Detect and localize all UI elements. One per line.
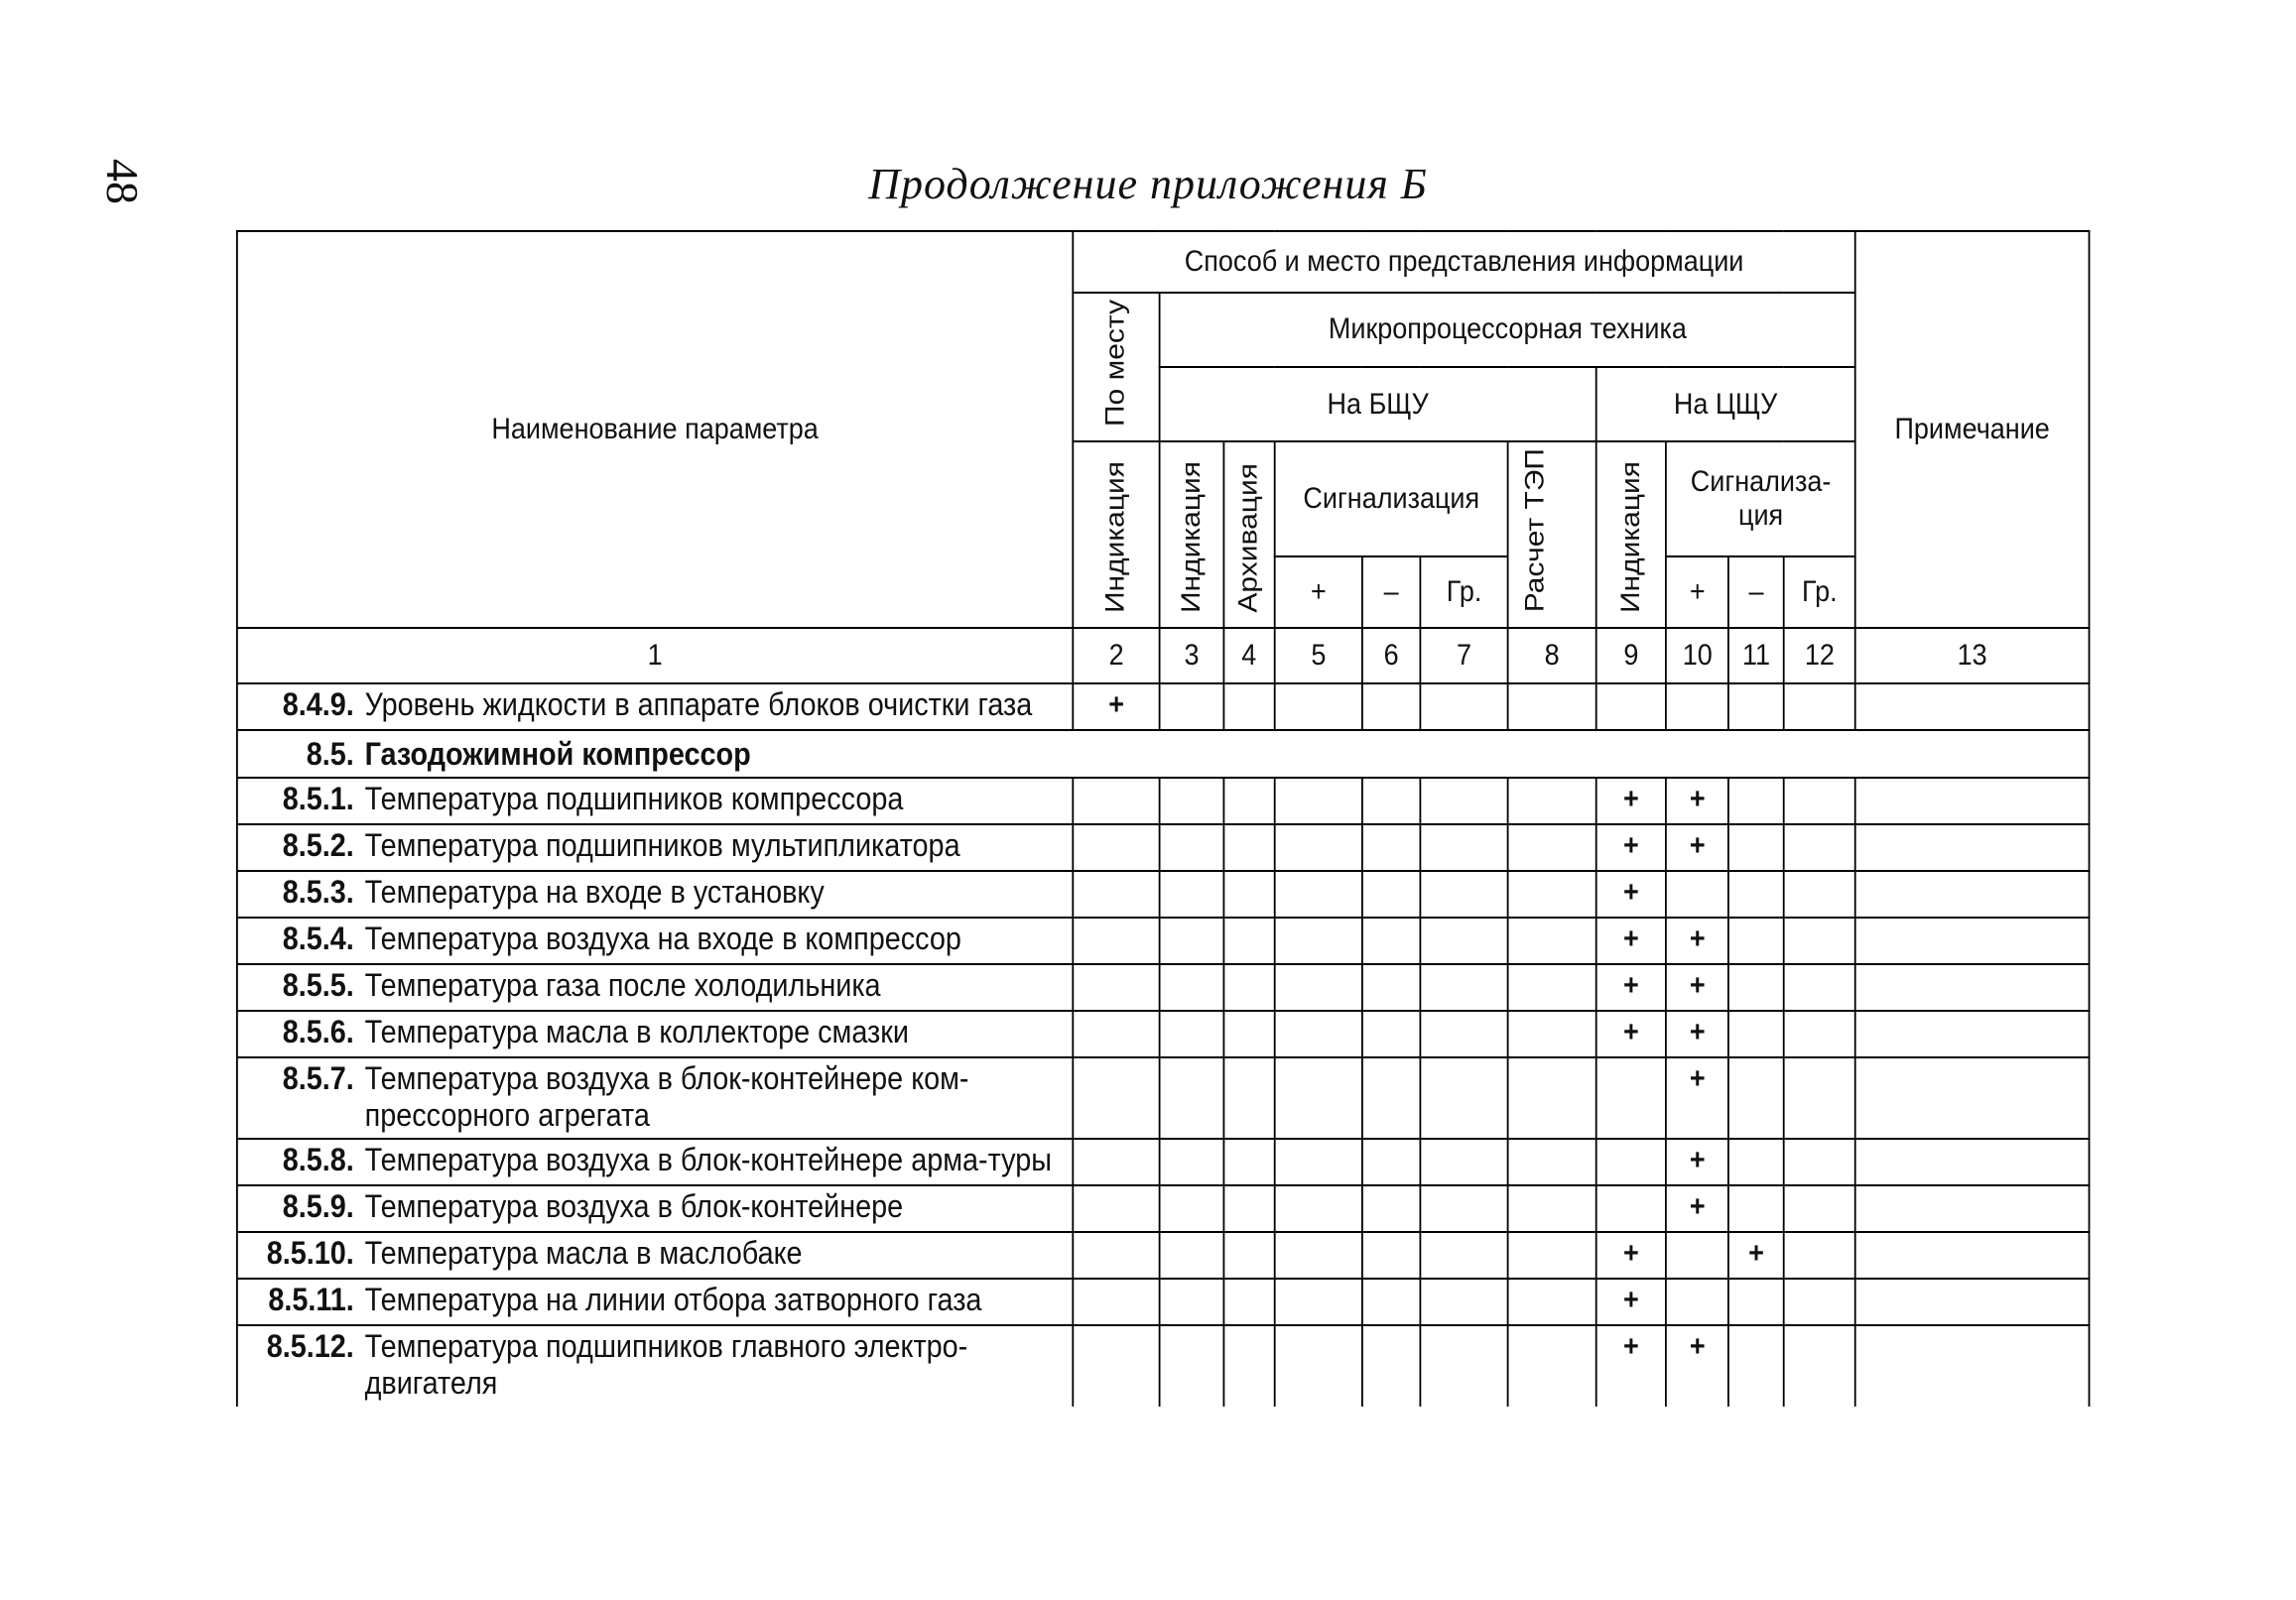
- mark-cell: [1784, 1325, 1855, 1407]
- mark-cell: [1666, 1279, 1728, 1325]
- mark-cell: [1223, 1011, 1275, 1057]
- mark-cell: +: [1666, 964, 1728, 1011]
- mark-cell: [1362, 964, 1420, 1011]
- parameter-name: [237, 918, 1073, 964]
- mark-cell: [1728, 918, 1784, 964]
- mark-cell: [1508, 1011, 1595, 1057]
- mark-cell: [1275, 683, 1362, 730]
- mark-cell: [1223, 1139, 1275, 1185]
- table-row: [237, 778, 2090, 824]
- mark-cell: [1073, 824, 1160, 871]
- mark-cell: +: [1728, 1232, 1784, 1279]
- mark-cell: [1728, 1279, 1784, 1325]
- mark-cell: +: [1666, 778, 1728, 824]
- header-signaling-bshu: Сигнализация: [1275, 441, 1508, 556]
- mark-cell: [1275, 918, 1362, 964]
- table-row: [237, 1139, 2090, 1185]
- column-number: 1: [237, 628, 1073, 683]
- mark-cell: [1728, 964, 1784, 1011]
- mark-cell: [1362, 683, 1420, 730]
- mark-cell: [1784, 824, 1855, 871]
- mark-cell: +: [1595, 1325, 1666, 1407]
- section-row: [237, 730, 2090, 778]
- parameter-name: [237, 1057, 1073, 1139]
- header-indication-bshu: Индикация: [1160, 441, 1223, 628]
- column-number: 6: [1362, 628, 1420, 683]
- mark-cell: [1275, 871, 1362, 918]
- mark-cell: [1073, 1011, 1160, 1057]
- mark-cell: [1160, 1011, 1223, 1057]
- mark-cell: [1666, 1232, 1728, 1279]
- page-title: Продолжение приложения Б: [868, 160, 1428, 208]
- mark-cell: [1223, 918, 1275, 964]
- mark-cell: [1508, 1185, 1595, 1232]
- mark-cell: +: [1595, 964, 1666, 1011]
- column-number: 11: [1728, 628, 1784, 683]
- mark-cell: [1223, 1185, 1275, 1232]
- mark-cell: [1275, 1139, 1362, 1185]
- mark-cell: [1420, 918, 1508, 964]
- parameter-number: 8.5.1.: [282, 781, 354, 817]
- mark-cell: [1160, 1057, 1223, 1139]
- mark-cell: [1362, 1057, 1420, 1139]
- parameter-name: [237, 964, 1073, 1011]
- header-na-bshu: На БЩУ: [1160, 367, 1595, 441]
- mark-cell: [1160, 683, 1223, 730]
- mark-cell: [1073, 778, 1160, 824]
- mark-cell: [1855, 964, 2090, 1011]
- mark-cell: [1508, 1279, 1595, 1325]
- table-row: [237, 824, 2090, 871]
- mark-cell: [1855, 871, 2090, 918]
- parameters-table-wrap: [236, 230, 2296, 1407]
- mark-cell: [1275, 1057, 1362, 1139]
- column-number: 13: [1855, 628, 2090, 683]
- mark-cell: +: [1595, 1011, 1666, 1057]
- mark-cell: [1362, 778, 1420, 824]
- mark-cell: [1728, 778, 1784, 824]
- mark-cell: +: [1595, 1279, 1666, 1325]
- header-signaling-tsshu: Сигнализа-ция: [1666, 441, 1854, 556]
- parameter-name: [237, 1325, 1073, 1407]
- mark-cell: [1275, 964, 1362, 1011]
- mark-cell: [1595, 1185, 1666, 1232]
- parameter-name: [237, 1185, 1073, 1232]
- mark-cell: [1728, 1011, 1784, 1057]
- table-row: [237, 1279, 2090, 1325]
- column-number: 12: [1784, 628, 1855, 683]
- mark-cell: +: [1595, 824, 1666, 871]
- mark-cell: [1855, 778, 2090, 824]
- mark-cell: +: [1595, 1232, 1666, 1279]
- mark-cell: [1728, 1057, 1784, 1139]
- mark-cell: [1420, 871, 1508, 918]
- parameter-name: [237, 683, 1073, 730]
- mark-cell: [1073, 1139, 1160, 1185]
- mark-cell: [1595, 683, 1666, 730]
- mark-cell: [1073, 1325, 1160, 1407]
- mark-cell: [1275, 1325, 1362, 1407]
- mark-cell: [1855, 1011, 2090, 1057]
- header-microprocessor: Микропроцессорная техника: [1160, 293, 1855, 367]
- mark-cell: [1073, 1279, 1160, 1325]
- mark-cell: [1362, 1185, 1420, 1232]
- mark-cell: [1784, 1057, 1855, 1139]
- column-number-row: [237, 628, 2090, 683]
- header-gr-bshu: Гр.: [1420, 556, 1508, 628]
- mark-cell: [1784, 1279, 1855, 1325]
- parameter-number: 8.5.5.: [282, 967, 354, 1004]
- mark-cell: [1784, 964, 1855, 1011]
- mark-cell: [1420, 824, 1508, 871]
- parameter-text: Температура воздуха в блок-контейнере ком-прессорного агрегата: [364, 1060, 969, 1133]
- mark-cell: [1275, 1185, 1362, 1232]
- parameter-name: [237, 1011, 1073, 1057]
- mark-cell: [1420, 1057, 1508, 1139]
- parameter-text: Температура на линии отбора затворного газа: [364, 1282, 982, 1318]
- header-param-name: Наименование параметра: [237, 231, 1073, 628]
- mark-cell: [1508, 1139, 1595, 1185]
- mark-cell: [1362, 1011, 1420, 1057]
- table-row: [237, 1057, 2090, 1139]
- mark-cell: [1223, 871, 1275, 918]
- mark-cell: [1223, 824, 1275, 871]
- mark-cell: [1420, 1185, 1508, 1232]
- table-row: [237, 1185, 2090, 1232]
- mark-cell: [1223, 964, 1275, 1011]
- header-indication-onsite: Индикация: [1073, 441, 1160, 628]
- mark-cell: [1160, 1139, 1223, 1185]
- parameter-text: Температура масла в маслобаке: [364, 1235, 803, 1272]
- mark-cell: [1728, 1185, 1784, 1232]
- parameter-name: [237, 1139, 1073, 1185]
- mark-cell: [1160, 871, 1223, 918]
- mark-cell: [1275, 1232, 1362, 1279]
- header-gr-tsshu: Гр.: [1784, 556, 1855, 628]
- mark-cell: +: [1595, 871, 1666, 918]
- table-row: [237, 871, 2090, 918]
- mark-cell: [1223, 1279, 1275, 1325]
- mark-cell: [1595, 1139, 1666, 1185]
- mark-cell: [1362, 871, 1420, 918]
- mark-cell: [1508, 824, 1595, 871]
- table-row: [237, 683, 2090, 730]
- parameter-text: Температура подшипников мультипликатора: [364, 827, 960, 864]
- parameter-name: [237, 1279, 1073, 1325]
- parameter-number: 8.5.12.: [266, 1328, 354, 1365]
- mark-cell: [1666, 683, 1728, 730]
- parameter-number: 8.5.6.: [282, 1014, 354, 1050]
- parameter-name: [237, 824, 1073, 871]
- mark-cell: [1728, 1139, 1784, 1185]
- mark-cell: [1160, 1279, 1223, 1325]
- mark-cell: [1420, 964, 1508, 1011]
- mark-cell: [1362, 1325, 1420, 1407]
- mark-cell: [1784, 1185, 1855, 1232]
- mark-cell: [1073, 871, 1160, 918]
- mark-cell: [1073, 1185, 1160, 1232]
- header-na-tsshu: На ЦЩУ: [1595, 367, 1854, 441]
- parameter-text: Температура подшипников главного электро-двигателя: [364, 1328, 968, 1401]
- header-calc-tep: Расчет ТЭП: [1508, 441, 1595, 628]
- column-number: 4: [1223, 628, 1275, 683]
- mark-cell: [1855, 1279, 2090, 1325]
- mark-cell: [1420, 683, 1508, 730]
- mark-cell: [1420, 1279, 1508, 1325]
- mark-cell: [1362, 1232, 1420, 1279]
- mark-cell: [1728, 824, 1784, 871]
- mark-cell: [1855, 1139, 2090, 1185]
- table-row: [237, 1011, 2090, 1057]
- mark-cell: +: [1666, 918, 1728, 964]
- header-on-site: По месту: [1073, 293, 1160, 441]
- mark-cell: [1508, 1325, 1595, 1407]
- mark-cell: [1784, 683, 1855, 730]
- mark-cell: [1855, 824, 2090, 871]
- parameter-number: 8.4.9.: [282, 686, 354, 723]
- header-minus-bshu: –: [1362, 556, 1420, 628]
- header-plus-tsshu: +: [1666, 556, 1728, 628]
- header-method-place: Способ и место представления информации: [1073, 231, 1854, 293]
- parameter-text: Температура воздуха в блок-контейнере: [364, 1188, 904, 1225]
- mark-cell: [1855, 1232, 2090, 1279]
- mark-cell: [1855, 1057, 2090, 1139]
- mark-cell: [1508, 1057, 1595, 1139]
- mark-cell: [1073, 964, 1160, 1011]
- mark-cell: +: [1666, 1325, 1728, 1407]
- mark-cell: [1420, 1232, 1508, 1279]
- parameter-text: Уровень жидкости в аппарате блоков очистки газа: [364, 686, 1033, 723]
- mark-cell: [1728, 1325, 1784, 1407]
- mark-cell: [1784, 871, 1855, 918]
- column-number: 9: [1595, 628, 1666, 683]
- mark-cell: +: [1073, 683, 1160, 730]
- mark-cell: [1728, 683, 1784, 730]
- mark-cell: [1362, 918, 1420, 964]
- mark-cell: +: [1666, 1011, 1728, 1057]
- mark-cell: [1362, 1279, 1420, 1325]
- mark-cell: [1362, 1139, 1420, 1185]
- mark-cell: [1784, 1011, 1855, 1057]
- mark-cell: [1275, 1279, 1362, 1325]
- parameter-text: Температура на входе в установку: [364, 874, 825, 911]
- mark-cell: [1073, 1232, 1160, 1279]
- mark-cell: +: [1666, 824, 1728, 871]
- mark-cell: [1160, 1232, 1223, 1279]
- parameter-number: 8.5.3.: [282, 874, 354, 911]
- mark-cell: [1160, 1185, 1223, 1232]
- mark-cell: [1508, 918, 1595, 964]
- table-row: [237, 964, 2090, 1011]
- table-row: [237, 918, 2090, 964]
- mark-cell: [1275, 824, 1362, 871]
- section-number: 8.5.: [306, 735, 354, 772]
- mark-cell: [1784, 778, 1855, 824]
- header-archiving: Архивация: [1223, 441, 1275, 628]
- mark-cell: [1223, 683, 1275, 730]
- column-number: 5: [1275, 628, 1362, 683]
- mark-cell: [1160, 964, 1223, 1011]
- mark-cell: [1784, 918, 1855, 964]
- mark-cell: [1508, 964, 1595, 1011]
- mark-cell: [1073, 918, 1160, 964]
- mark-cell: +: [1595, 778, 1666, 824]
- mark-cell: [1223, 778, 1275, 824]
- parameter-text: Температура масла в коллекторе смазки: [364, 1014, 909, 1050]
- parameter-number: 8.5.10.: [266, 1235, 354, 1272]
- mark-cell: [1160, 1325, 1223, 1407]
- column-number: 3: [1160, 628, 1223, 683]
- header-plus-bshu: +: [1275, 556, 1362, 628]
- mark-cell: [1362, 824, 1420, 871]
- mark-cell: +: [1666, 1185, 1728, 1232]
- table-row: [237, 1232, 2090, 1279]
- mark-cell: [1073, 1057, 1160, 1139]
- mark-cell: [1275, 1011, 1362, 1057]
- page-number: 48: [97, 159, 148, 204]
- parameters-table: [236, 230, 2090, 1407]
- mark-cell: [1508, 1232, 1595, 1279]
- parameter-number: 8.5.11.: [268, 1282, 354, 1318]
- mark-cell: [1420, 1325, 1508, 1407]
- header-minus-tsshu: –: [1728, 556, 1784, 628]
- mark-cell: [1855, 683, 2090, 730]
- parameter-number: 8.5.4.: [282, 921, 354, 957]
- parameter-text: Температура воздуха на входе в компрессор: [364, 921, 961, 957]
- mark-cell: [1508, 778, 1595, 824]
- mark-cell: [1420, 778, 1508, 824]
- mark-cell: [1275, 778, 1362, 824]
- mark-cell: [1728, 871, 1784, 918]
- parameter-number: 8.5.8.: [282, 1142, 354, 1178]
- column-number: 8: [1508, 628, 1595, 683]
- parameter-text: Температура подшипников компрессора: [364, 781, 904, 817]
- mark-cell: [1508, 871, 1595, 918]
- section-text: Газодожимной компрессор: [364, 735, 751, 772]
- parameter-text: Температура воздуха в блок-контейнере арма-туры: [364, 1142, 1052, 1178]
- mark-cell: [1855, 918, 2090, 964]
- mark-cell: [1784, 1232, 1855, 1279]
- mark-cell: +: [1666, 1057, 1728, 1139]
- header-indication-tsshu: Индикация: [1595, 441, 1666, 628]
- mark-cell: [1595, 1057, 1666, 1139]
- parameter-text: Температура газа после холодильника: [364, 967, 881, 1004]
- mark-cell: [1855, 1325, 2090, 1407]
- mark-cell: [1223, 1232, 1275, 1279]
- column-number: 2: [1073, 628, 1160, 683]
- header-note: Примечание: [1855, 231, 2090, 628]
- parameter-number: 8.5.2.: [282, 827, 354, 864]
- mark-cell: [1160, 824, 1223, 871]
- parameter-name: [237, 1232, 1073, 1279]
- mark-cell: [1420, 1139, 1508, 1185]
- mark-cell: [1223, 1325, 1275, 1407]
- section-title: [237, 730, 2090, 778]
- mark-cell: [1160, 778, 1223, 824]
- mark-cell: [1855, 1185, 2090, 1232]
- mark-cell: [1223, 1057, 1275, 1139]
- mark-cell: +: [1666, 1139, 1728, 1185]
- column-number: 7: [1420, 628, 1508, 683]
- mark-cell: [1666, 871, 1728, 918]
- parameter-number: 8.5.9.: [282, 1188, 354, 1225]
- mark-cell: [1784, 1139, 1855, 1185]
- parameter-number: 8.5.7.: [282, 1060, 354, 1097]
- mark-cell: +: [1595, 918, 1666, 964]
- table-row: [237, 1325, 2090, 1407]
- mark-cell: [1420, 1011, 1508, 1057]
- mark-cell: [1508, 683, 1595, 730]
- column-number: 10: [1666, 628, 1728, 683]
- parameter-name: [237, 871, 1073, 918]
- parameter-name: [237, 778, 1073, 824]
- mark-cell: [1160, 918, 1223, 964]
